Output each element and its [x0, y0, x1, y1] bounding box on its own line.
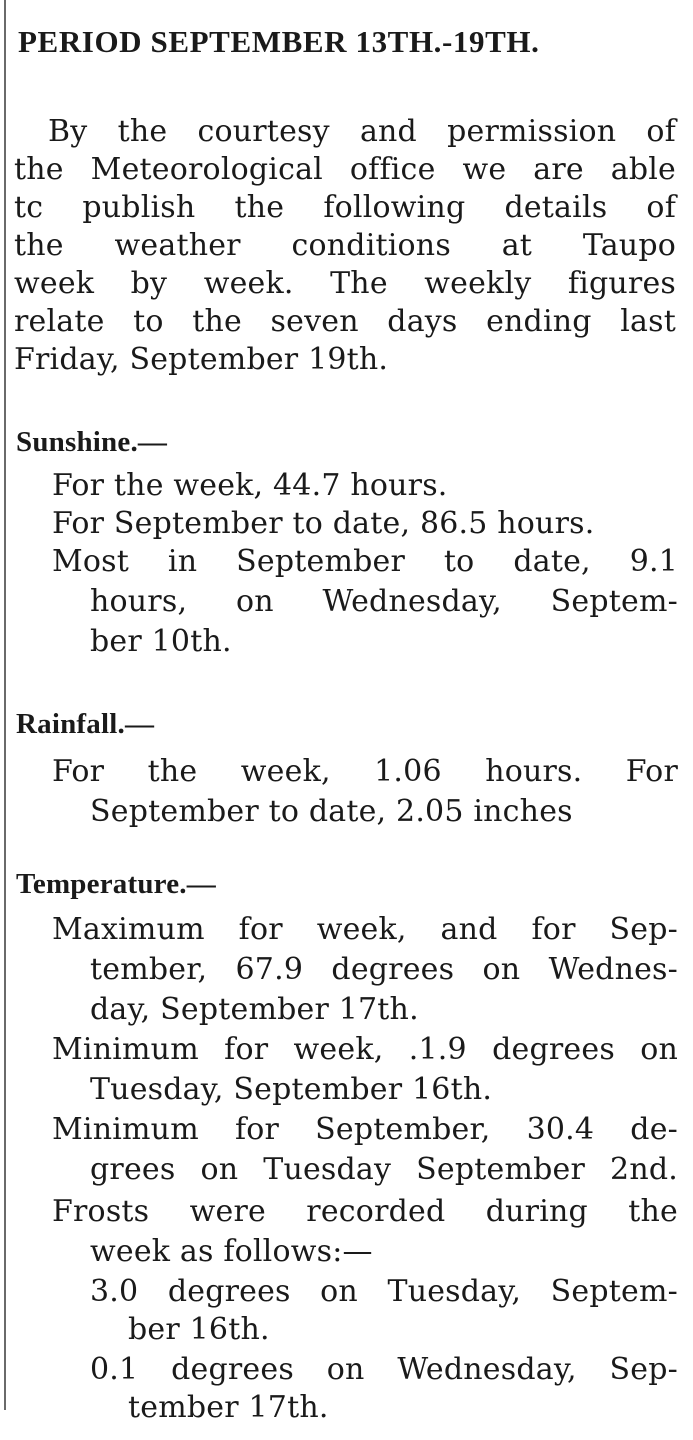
temperature-line: Minimum for week, .1.9 degrees on — [52, 1032, 678, 1067]
temperature-line: Tuesday, September 16th. — [90, 1072, 493, 1107]
sunshine-line: For September to date, 86.5 hours. — [52, 506, 595, 541]
temperature-line: 3.0 degrees on Tuesday, Septem- — [90, 1274, 678, 1309]
rainfall-line: For the week, 1.06 hours. For — [52, 754, 678, 789]
intro-line: relate to the seven days ending last — [14, 304, 676, 339]
temperature-line: Minimum for September, 30.4 de- — [52, 1112, 678, 1147]
rainfall-line: September to date, 2.05 inches — [90, 794, 573, 829]
intro-line: week by week. The weekly figures — [14, 266, 676, 301]
sunshine-line: For the week, 44.7 hours. — [52, 468, 448, 503]
sunshine-line: Most in September to date, 9.1 — [52, 544, 678, 579]
intro-line: By the courtesy and permission of — [48, 114, 676, 149]
sunshine-line: hours, on Wednesday, Septem- — [90, 584, 678, 619]
temperature-heading: Temperature.— — [16, 868, 216, 900]
headline: PERIOD SEPTEMBER 13TH.-19TH. — [18, 24, 540, 59]
temperature-line: tember, 67.9 degrees on Wednes- — [90, 952, 678, 987]
temperature-line: week as follows:— — [90, 1234, 373, 1269]
intro-line: the weather conditions at Taupo — [14, 228, 676, 263]
rainfall-heading: Rainfall.— — [16, 708, 155, 740]
temperature-line: Frosts were recorded during the — [52, 1194, 678, 1229]
temperature-line: 0.1 degrees on Wednesday, Sep- — [90, 1352, 678, 1387]
sunshine-heading: Sunshine.— — [16, 426, 168, 458]
sunshine-line: ber 10th. — [90, 624, 232, 659]
intro-line: tc publish the following details of — [14, 190, 676, 225]
temperature-line: day, September 17th. — [90, 992, 419, 1027]
temperature-line: tember 17th. — [128, 1390, 329, 1425]
temperature-line: grees on Tuesday September 2nd. — [90, 1152, 678, 1187]
intro-line: the Meteorological office we are able — [14, 152, 676, 187]
temperature-line: ber 16th. — [128, 1312, 270, 1347]
temperature-line: Maximum for week, and for Sep- — [52, 912, 678, 947]
intro-line: Friday, September 19th. — [14, 342, 389, 377]
